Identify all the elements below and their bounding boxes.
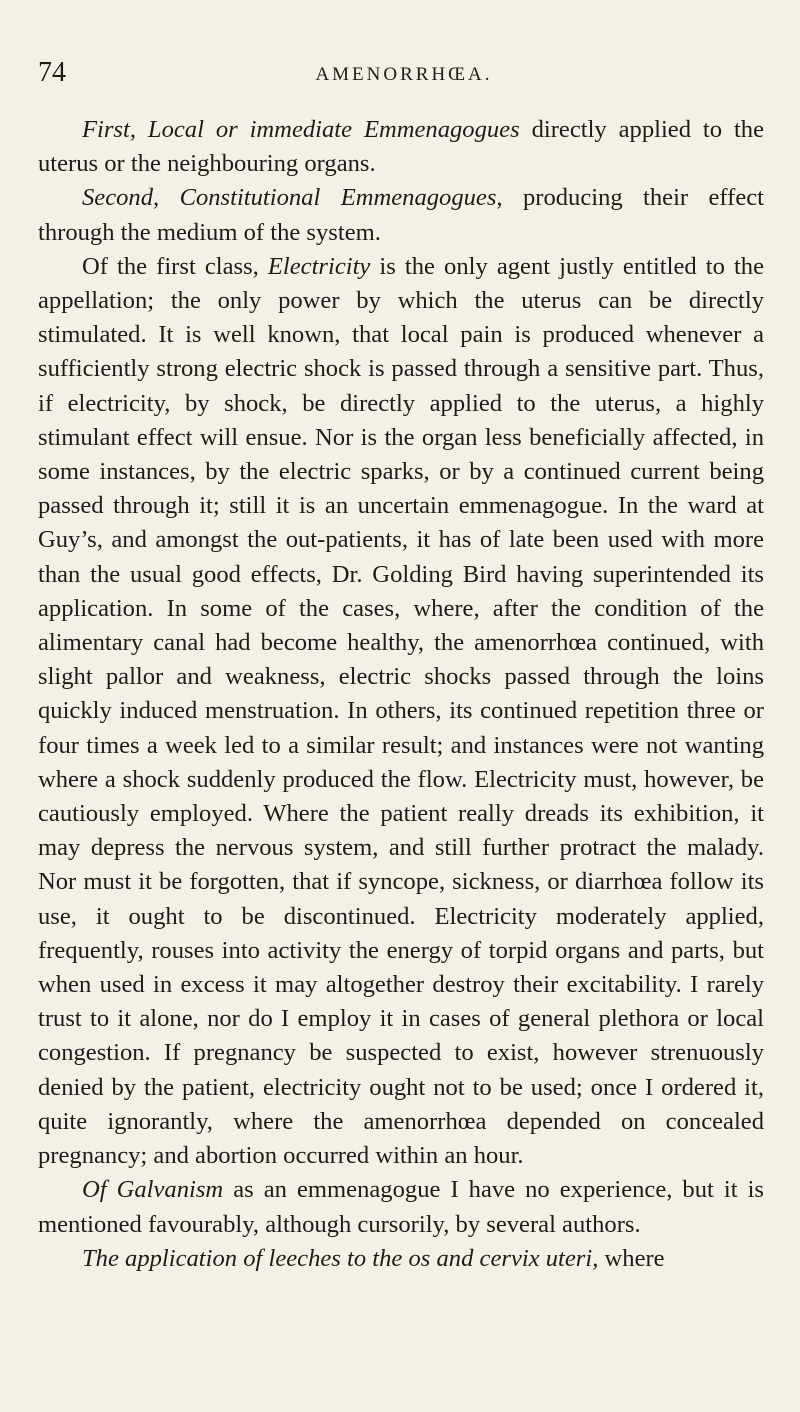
body-text (38, 113, 764, 1276)
italic-term: Local or immediate Emmenagogues (147, 116, 520, 143)
paragraph-electricity (38, 250, 764, 1173)
paragraph-text: is the only agent justly entitled to the appellation; the only power by which the uterus can be directly stimulated. It is well known, that local pain is produced whenever a sufficiently strong electric shock is passed through a sensitive part. Thus, if electricity, by shock, be directly applied to the uterus, a highly stimulant effect will ensue. Nor is the organ less beneficially affected, in some instances, by the electric sparks, or by a continued current being passed through it; still it is an uncertain emmenagogue. In the ward at Guy’s, and amongst the out-patients, it has of late been used with more than the usual good effects, Dr. Golding Bird having superintended its application. In some of the cases, where, after the condition of the alimentary canal had become healthy, the amenorrhœa continued, with slight pallor and weakness, electric shocks passed through the loins quickly induced menstruation. In others, its continued repetition three or four times a week led to a similar result; and instances were not wanting where a shock suddenly produced the flow. Electricity must, however, be cautiously employed. Where the patient really dreads its exhibition, it may depress the nervous system, and still further protract the malady. Nor must it be forgotten, that if syncope, sickness, or diarrhœa follow its use, it ought to be discontinued. Electricity moderately applied, frequently, rouses into activity the energy of torpid organs and parts, but when used in excess it may altogether destroy their excitability. I rarely trust to it alone, nor do I employ it in cases of general plethora or local congestion. If pregnancy be suspected to exist, however strenuously denied by the patient, electricity ought not to be used; once I ordered it, quite ignorantly, where the amenorrhœa depended on concealed pregnancy; and abortion occurred within an hour. (38, 252, 764, 1170)
italic-term: Constitutional Emmenagogues, (179, 184, 503, 212)
space (159, 184, 179, 211)
italic-term: Of Galvanism (82, 1176, 224, 1204)
space (136, 116, 148, 143)
italic-term: First, (82, 116, 136, 143)
paragraph-text: where (598, 1244, 665, 1272)
running-title: AMENORRHŒA. (315, 64, 493, 85)
paragraph-text: as an emmenagogue I have no experience, but it is mentioned favourably, although cursorily, by several authors. (38, 1176, 764, 1238)
italic-term: Second, (82, 184, 160, 212)
paragraph-leeches (38, 1242, 764, 1276)
paragraph-text: Of the first class, (82, 252, 268, 280)
paragraph-text: producing their effect through the medium of the system. (38, 184, 765, 246)
italic-term: The application of leeches to the os and cervix uteri, (82, 1244, 599, 1272)
page-number: 74 (38, 57, 66, 88)
italic-term: Electricity (267, 252, 371, 280)
paragraph-second-class (38, 181, 764, 249)
paragraph-galvanism (38, 1173, 764, 1241)
running-head (38, 56, 770, 90)
paragraph-first-class (38, 113, 764, 181)
paragraph-text: directly applied to the uterus or the neighbouring organs. (38, 116, 764, 178)
